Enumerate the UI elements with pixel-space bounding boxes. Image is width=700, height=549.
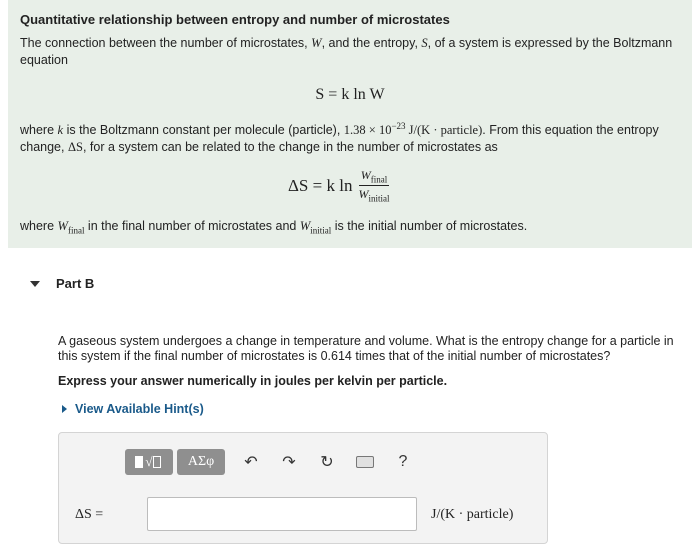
reset-icon[interactable]: ↻ (320, 454, 334, 471)
part-b-header[interactable] (30, 276, 94, 291)
subscript-initial: initial (368, 193, 390, 204)
intro-paragraph-2 (20, 118, 678, 156)
answer-input[interactable] (147, 497, 417, 531)
text-span: , of a system is expressed by the Boltzmann equation (20, 36, 673, 67)
intro-paragraph-1 (20, 35, 678, 69)
var-w: W (358, 187, 369, 202)
hint-toggle[interactable] (62, 402, 204, 416)
fraction-denominator (358, 186, 389, 203)
var-s: S (421, 36, 428, 50)
templates-button[interactable] (125, 449, 173, 475)
text-span: . From this equation the entropy change, (20, 123, 659, 155)
text-span: , for a system can be related to the change in the number of microstates as (82, 140, 498, 155)
undo-icon[interactable]: ↶ (244, 454, 258, 471)
text-span: is the Boltzmann constant per molecule (particle), (63, 123, 344, 138)
radical-icon: √ (145, 454, 153, 469)
var-w: W (360, 168, 371, 182)
greek-symbols-button[interactable]: ΑΣφ (177, 449, 225, 475)
text-span: is the initial number of microstates. (331, 219, 528, 233)
constant-exponent: −23 (391, 121, 406, 131)
part-b-label: Part B (56, 276, 95, 291)
redo-icon[interactable]: ↷ (282, 454, 296, 471)
microstate-ratio (358, 168, 389, 204)
answer-instruction: Express your answer numerically in joules per kelvin per particle. (58, 374, 448, 388)
question-text: A gaseous system undergoes a change in temperature and volume. What is the entropy change for a particle in this system if the final number of microstates is 0.614 times that of the initial number of microstates? (58, 334, 674, 363)
text-span: The connection between the number of microstates, (20, 36, 312, 50)
answer-panel (58, 432, 548, 544)
intro-paragraph-3 (20, 218, 678, 240)
entropy-change-equation (288, 168, 389, 204)
text-span: , and the entropy, (321, 36, 422, 50)
subscript-final: final (370, 174, 388, 185)
equation-lhs: ΔS = k ln (288, 175, 353, 195)
subscript-initial: initial (310, 225, 332, 236)
expand-triangle-icon (62, 405, 67, 413)
var-w: W (57, 219, 68, 233)
text-span: where (20, 219, 58, 233)
keyboard-button[interactable] (349, 449, 381, 475)
var-w: W (299, 219, 311, 233)
template-square-icon (135, 456, 143, 468)
text-span: in the final number of microstates and (84, 219, 300, 233)
fraction-numerator (359, 168, 390, 186)
help-icon[interactable]: ? (398, 453, 408, 470)
text-span: where (20, 123, 58, 138)
collapse-triangle-icon[interactable] (30, 281, 40, 287)
answer-variable-label: ΔS = (75, 507, 104, 522)
intro-title: Quantitative relationship between entropy and number of microstates (20, 12, 450, 27)
answer-unit-label: J/(K · particle) (431, 507, 514, 522)
keyboard-icon (356, 456, 374, 468)
math-toolbar (125, 449, 419, 475)
boltzmann-constant: 1.38 × 10 (343, 123, 392, 138)
var-w: W (311, 36, 322, 50)
var-delta-s: ΔS (67, 140, 83, 155)
subscript-final: final (67, 225, 85, 236)
constant-unit: J/(K · particle) (405, 123, 483, 138)
template-square-icon (153, 456, 161, 468)
view-hints-link[interactable]: View Available Hint(s) (75, 402, 204, 416)
var-k: k (57, 123, 64, 138)
boltzmann-equation: S = k ln W (315, 86, 385, 103)
intro-panel (8, 0, 692, 248)
